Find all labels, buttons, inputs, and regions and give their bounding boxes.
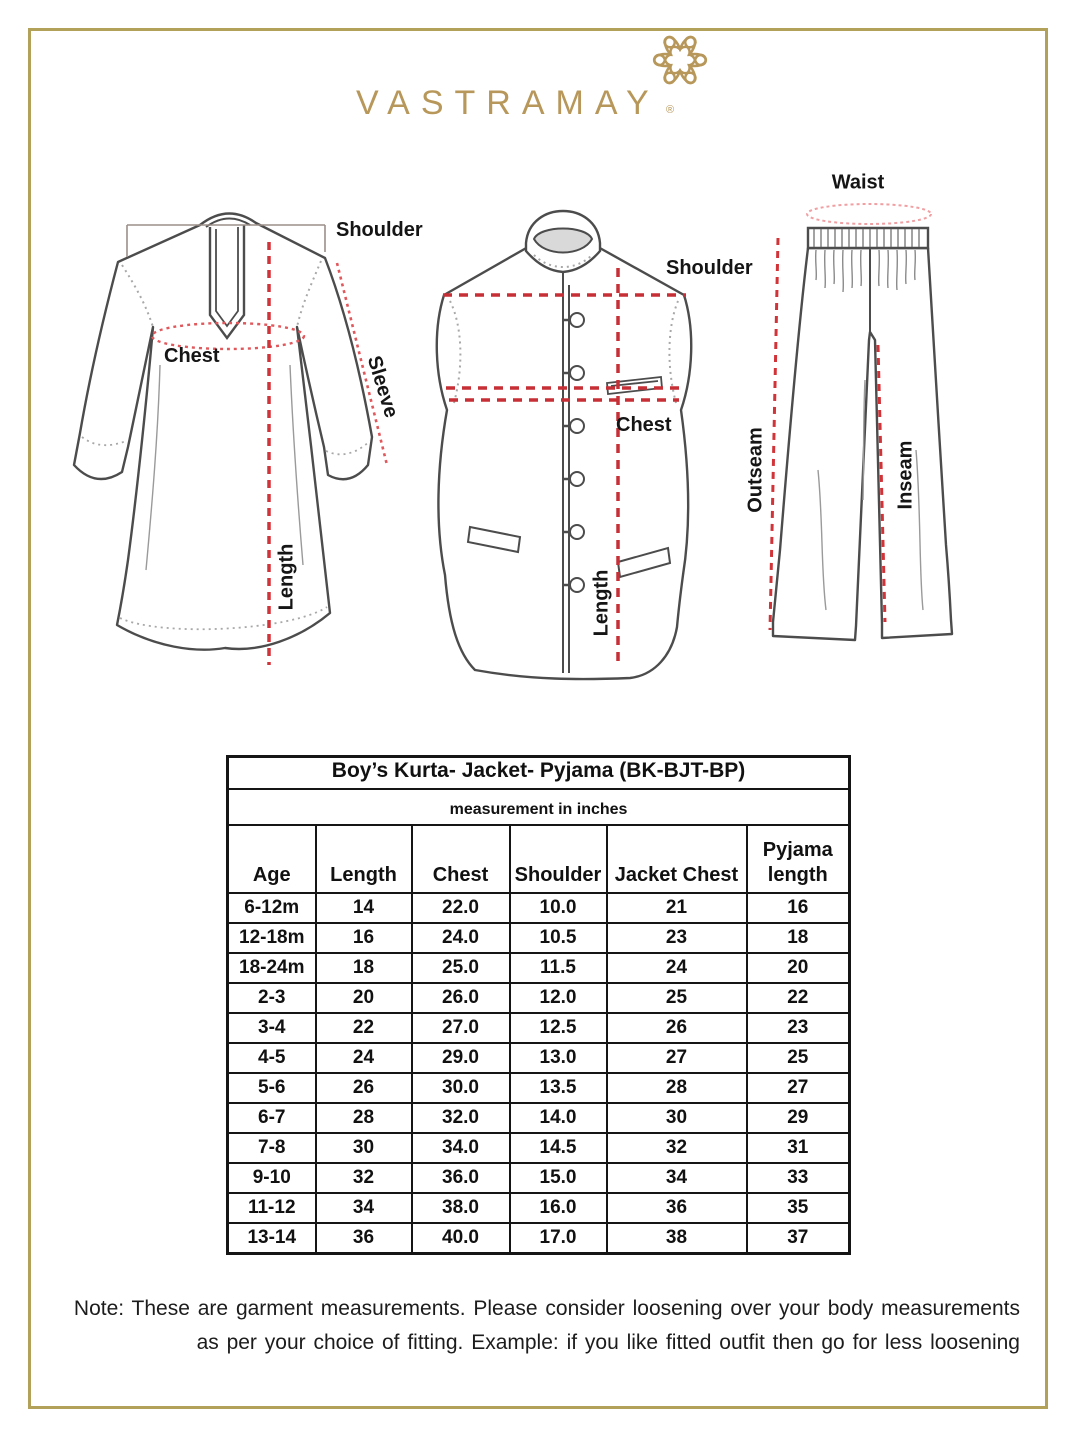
table-cell: 36 (607, 1193, 747, 1223)
table-cell: 29 (747, 1103, 850, 1133)
table-cell: 33 (747, 1163, 850, 1193)
column-header: Jacket Chest (607, 825, 747, 893)
table-cell: 22 (316, 1013, 412, 1043)
table-row (228, 1163, 850, 1193)
table-subtitle: measurement in inches (228, 789, 850, 825)
table-cell: 26 (316, 1073, 412, 1103)
table-cell: 2-3 (228, 983, 316, 1013)
table-cell: 18 (316, 953, 412, 983)
table-cell: 6-12m (228, 893, 316, 923)
table-cell: 17.0 (510, 1223, 607, 1254)
table-cell: 16 (316, 923, 412, 953)
table-cell: 40.0 (412, 1223, 510, 1254)
table-subtitle-row (228, 789, 850, 825)
jacket-length-label: Length (590, 569, 613, 637)
table-row (228, 1013, 850, 1043)
size-table-body (228, 893, 850, 1254)
table-row (228, 1073, 850, 1103)
table-cell: 22 (747, 983, 850, 1013)
table-cell: 31 (747, 1133, 850, 1163)
table-cell: 27 (747, 1073, 850, 1103)
table-cell: 16 (747, 893, 850, 923)
table-cell: 28 (607, 1073, 747, 1103)
table-cell: 13-14 (228, 1223, 316, 1254)
jacket-chest-label: Chest (616, 414, 672, 436)
brand-emblem-icon (648, 28, 712, 92)
table-cell: 10.0 (510, 893, 607, 923)
table-cell: 32.0 (412, 1103, 510, 1133)
kurta-chest-label: Chest (164, 345, 220, 367)
table-cell: 6-7 (228, 1103, 316, 1133)
table-cell: 35 (747, 1193, 850, 1223)
kurta-sketch (60, 175, 425, 733)
table-row (228, 1193, 850, 1223)
table-cell: 36.0 (412, 1163, 510, 1193)
table-cell: 25.0 (412, 953, 510, 983)
table-cell: 30 (607, 1103, 747, 1133)
pyjama-inseam-label: Inseam (894, 440, 917, 510)
table-cell: 18 (747, 923, 850, 953)
table-cell: 30 (316, 1133, 412, 1163)
table-cell: 20 (316, 983, 412, 1013)
size-table (226, 755, 851, 1255)
table-row (228, 1133, 850, 1163)
table-cell: 14 (316, 893, 412, 923)
table-cell: 18-24m (228, 953, 316, 983)
table-cell: 4-5 (228, 1043, 316, 1073)
table-row (228, 1103, 850, 1133)
waist-measure-ellipse (807, 204, 931, 224)
table-cell: 9-10 (228, 1163, 316, 1193)
table-cell: 11.5 (510, 953, 607, 983)
pyjama-outseam-label: Outseam (744, 427, 767, 513)
table-cell: 16.0 (510, 1193, 607, 1223)
table-cell: 29.0 (412, 1043, 510, 1073)
measurement-note (40, 1292, 1020, 1360)
table-cell: 32 (316, 1163, 412, 1193)
table-cell: 13.5 (510, 1073, 607, 1103)
column-header: Shoulder (510, 825, 607, 893)
jacket-shoulder-label: Shoulder (666, 257, 753, 279)
column-header: Age (228, 825, 316, 893)
table-title-row (228, 757, 850, 790)
kurta-length-label: Length (275, 543, 298, 611)
kurta-shoulder-label: Shoulder (336, 219, 423, 241)
table-cell: 34 (607, 1163, 747, 1193)
table-cell: 28 (316, 1103, 412, 1133)
table-cell: 5-6 (228, 1073, 316, 1103)
table-row (228, 953, 850, 983)
table-cell: 7-8 (228, 1133, 316, 1163)
table-cell: 24.0 (412, 923, 510, 953)
table-cell: 14.0 (510, 1103, 607, 1133)
table-cell: 23 (607, 923, 747, 953)
column-header: Pyjama length (747, 825, 850, 893)
table-cell: 14.5 (510, 1133, 607, 1163)
table-title: Boy’s Kurta- Jacket- Pyjama (BK-BJT-BP) (228, 757, 850, 790)
column-header: Length (316, 825, 412, 893)
table-cell: 23 (747, 1013, 850, 1043)
table-cell: 22.0 (412, 893, 510, 923)
table-cell: 12-18m (228, 923, 316, 953)
table-cell: 21 (607, 893, 747, 923)
table-cell: 36 (316, 1223, 412, 1254)
table-cell: 13.0 (510, 1043, 607, 1073)
table-cell: 34 (316, 1193, 412, 1223)
kurta-diagram (60, 175, 425, 733)
table-row (228, 1043, 850, 1073)
table-cell: 26.0 (412, 983, 510, 1013)
table-cell: 25 (747, 1043, 850, 1073)
table-cell: 10.5 (510, 923, 607, 953)
table-cell: 38.0 (412, 1193, 510, 1223)
table-cell: 34.0 (412, 1133, 510, 1163)
note-line-1: Note: These are garment measurements. Please consider loosening over your body measurements (73, 1297, 1020, 1320)
note-line-2: as per your choice of fitting. Example: if you like fitted outfit then go for less loosening (196, 1331, 1020, 1354)
table-cell: 15.0 (510, 1163, 607, 1193)
pyjama-sketch (720, 160, 1047, 725)
table-cell: 12.0 (510, 983, 607, 1013)
table-cell: 20 (747, 953, 850, 983)
table-cell: 3-4 (228, 1013, 316, 1043)
header-row (228, 825, 850, 893)
table-row (228, 923, 850, 953)
pyjama-waist-label: Waist (831, 171, 885, 194)
kurta-sleeve-label: Sleeve (362, 353, 403, 421)
table-cell: 26 (607, 1013, 747, 1043)
table-cell: 32 (607, 1133, 747, 1163)
table-cell: 37 (747, 1223, 850, 1254)
pyjama-diagram (720, 160, 1047, 725)
column-header: Chest (412, 825, 510, 893)
table-cell: 30.0 (412, 1073, 510, 1103)
table-cell: 27 (607, 1043, 747, 1073)
table-cell: 11-12 (228, 1193, 316, 1223)
table-row (228, 1223, 850, 1254)
table-cell: 25 (607, 983, 747, 1013)
registered-trademark: ® (666, 104, 675, 116)
table-cell: 24 (607, 953, 747, 983)
table-cell: 38 (607, 1223, 747, 1254)
table-row (228, 893, 850, 923)
table-cell: 24 (316, 1043, 412, 1073)
table-cell: 12.5 (510, 1013, 607, 1043)
table-cell: 27.0 (412, 1013, 510, 1043)
table-row (228, 983, 850, 1013)
brand-name: VASTRAMAY (356, 84, 660, 122)
